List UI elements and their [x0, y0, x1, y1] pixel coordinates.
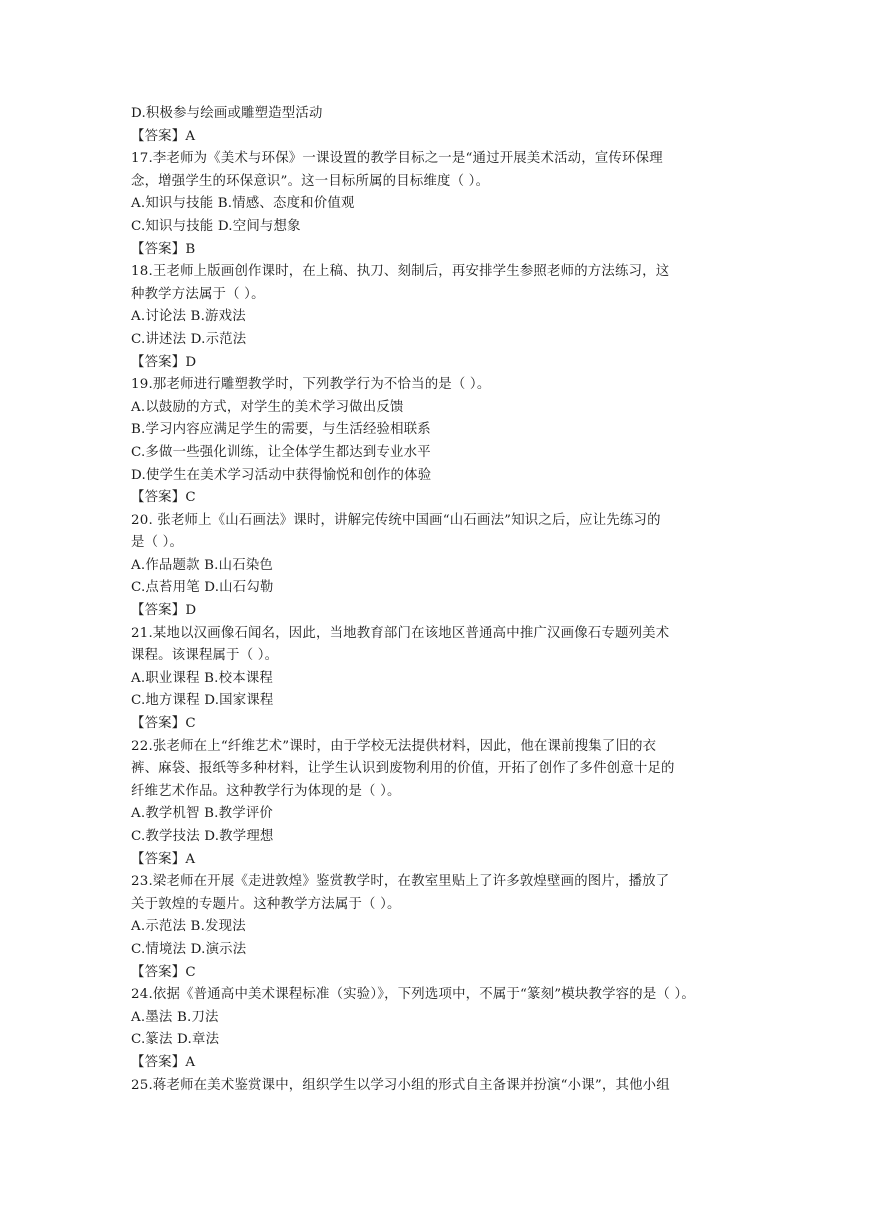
text-line: C.多做一些强化训练，让全体学生都达到专业水平 — [131, 444, 431, 460]
text-line: A.讨论法 B.游戏法 — [131, 309, 246, 325]
text-line: 20. 张老师上《山石画法》课时，讲解完传统中国画“山石画法”知识之后，应让先练习的 — [131, 512, 661, 528]
text-line: 23.梁老师在开展《走进敦煌》鉴赏教学时，在教室里贴上了许多敦煌壁画的图片，播放了 — [131, 874, 670, 890]
text-line: C.点苔用笔 D.山石勾勒 — [131, 580, 274, 596]
text-line: A.职业课程 B.校本课程 — [131, 670, 274, 686]
text-line: 【答案】A — [131, 851, 196, 867]
text-line: 念，增强学生的环保意识”。这一目标所属的目标维度（ ）。 — [131, 173, 490, 189]
text-line: 21.某地以汉画像石闻名，因此，当地教育部门在该地区普通高中推广汉画像石专题列美术 — [131, 625, 670, 641]
text-line: 【答案】A — [131, 1054, 196, 1070]
text-line: 种教学方法属于（ ）。 — [131, 286, 265, 302]
text-line: 18.王老师上版画创作课时，在上稿、执刀、刻制后，再安排学生参照老师的方法练习，这 — [131, 264, 670, 280]
text-line: B.学习内容应满足学生的需要，与生活经验相联系 — [131, 422, 431, 438]
text-line: C.地方课程 D.国家课程 — [131, 693, 274, 709]
text-line: 25.蒋老师在美术鉴赏课中，组织学生以学习小组的形式自主备课并扮演“小课”，其他小组 — [131, 1077, 670, 1093]
text-line: 纤维艺术作品。这种教学行为体现的是（ ）。 — [131, 783, 401, 799]
text-line: 17.李老师为《美术与环保》一课设置的教学目标之一是“通过开展美术活动，宣传环保理 — [131, 151, 663, 167]
text-line: A.以鼓励的方式，对学生的美术学习做出反馈 — [131, 399, 404, 415]
text-line: C.教学技法 D.教学理想 — [131, 829, 274, 844]
text-line: 【答案】B — [131, 241, 196, 257]
document-body — [131, 103, 741, 1097]
text-line: C.讲述法 D.示范法 — [131, 331, 247, 347]
text-line: D.积极参与绘画或雕塑造型活动 — [131, 106, 323, 121]
text-line: 19.那老师进行雕塑教学时，下列教学行为不恰当的是（ ）。 — [131, 377, 491, 393]
text-line: A.知识与技能 B.情感、态度和价值观 — [131, 196, 355, 212]
text-line: C.篆法 D.章法 — [131, 1032, 220, 1048]
text-line: 【答案】D — [131, 354, 197, 370]
text-line: C.情境法 D.演示法 — [131, 941, 247, 957]
text-line: 【答案】C — [131, 490, 196, 506]
text-line: 【答案】A — [131, 128, 196, 144]
text-line: 【答案】C — [131, 964, 196, 980]
text-line: A.作品题款 B.山石染色 — [131, 557, 274, 573]
text-line: 是（ ）。 — [131, 535, 184, 551]
text-line: 课程。该课程属于（ ）。 — [131, 648, 279, 664]
text-line: 24.依据《普通高中美术课程标准（实验）》，下列选项中，不属于“篆刻”模块教学容的是（ ）。 — [131, 987, 695, 1003]
text-line: 【答案】C — [131, 716, 196, 732]
text-line: C.知识与技能 D.空间与想象 — [131, 218, 301, 234]
text-line: A.墨法 B.刀法 — [131, 1009, 219, 1025]
text-line: A.示范法 B.发现法 — [131, 919, 246, 935]
text-line: 【答案】D — [131, 603, 197, 619]
text-line: 关于敦煌的专题片。这种教学方法属于（ ）。 — [131, 896, 401, 912]
text-line: A.教学机智 B.教学评价 — [131, 806, 274, 822]
text-line: 22.张老师在上“纤维艺术”课时，由于学校无法提供材料，因此，他在课前搜集了旧的衣 — [131, 738, 657, 754]
text-line: D.使学生在美术学习活动中获得愉悦和创作的体验 — [131, 467, 432, 483]
text-line: 裤、麻袋、报纸等多种材料，让学生认识到废物利用的价值，开拓了创作了多件创意十足的 — [131, 761, 675, 777]
document-page — [131, 103, 741, 1097]
